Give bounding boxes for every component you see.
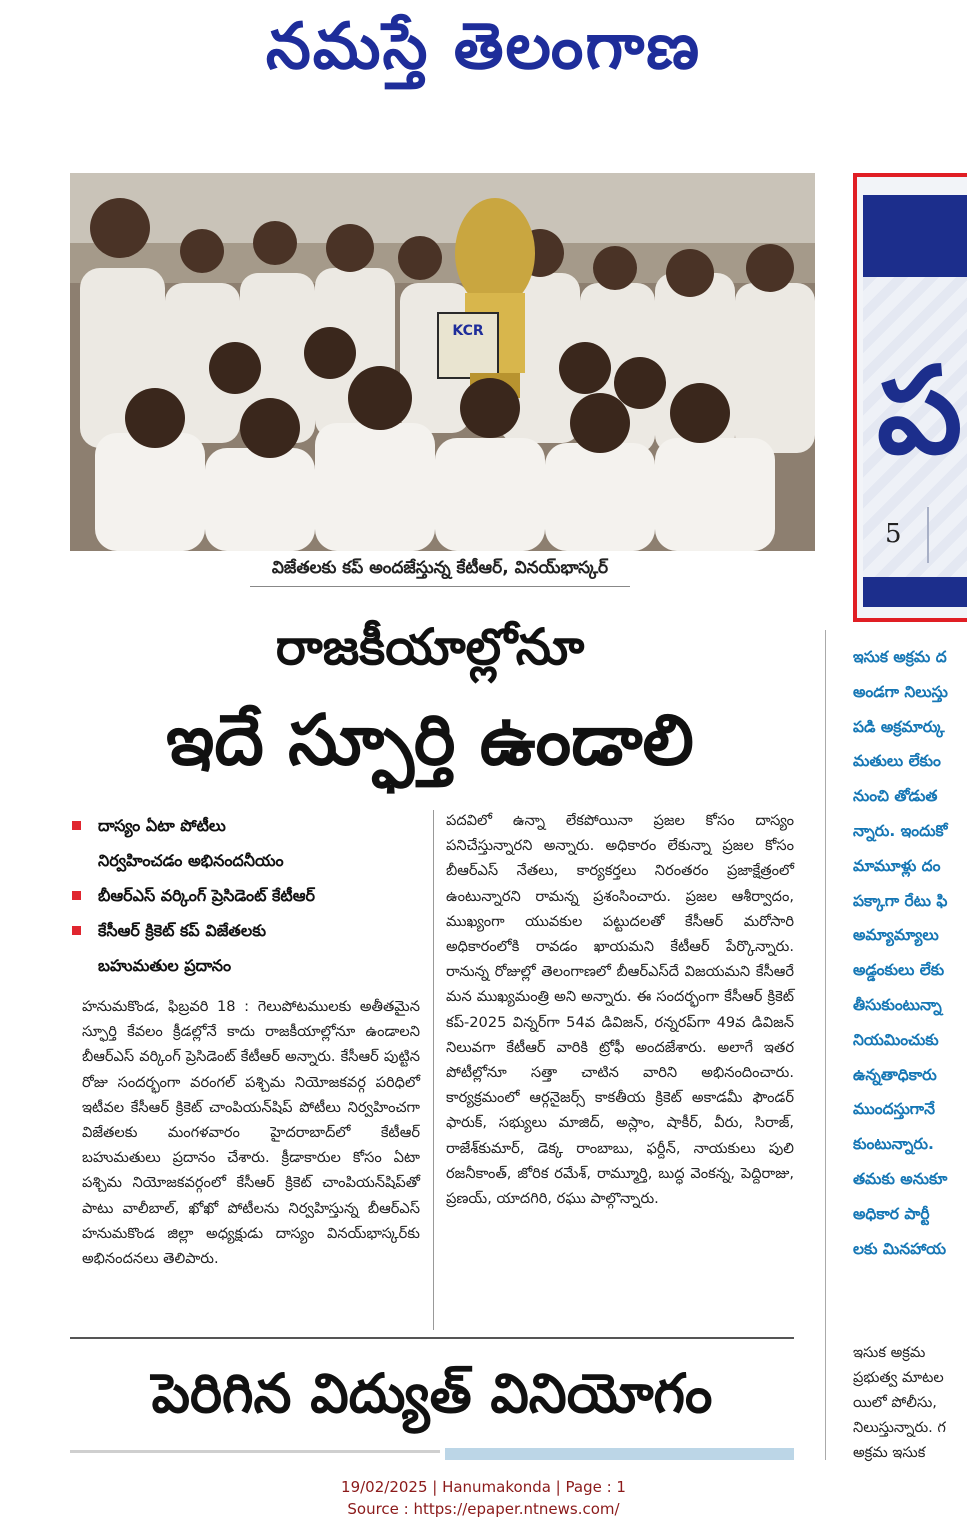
section-divider <box>70 1337 794 1339</box>
shaded-box-top <box>445 1448 794 1460</box>
right-column-story <box>853 640 967 1266</box>
second-headline: పెరిగిన విద్యుత్ వినియోగం <box>151 1362 713 1425</box>
right-column-line: ముందస్తుగానే <box>853 1100 935 1119</box>
right-column-line: యిలో పోలీసు, <box>853 1394 937 1411</box>
bullet-marker <box>72 926 81 935</box>
right-column-story-lower <box>853 1340 967 1465</box>
right-column-line: లకు మినహాయ <box>853 1239 947 1258</box>
right-column-divider <box>825 630 826 1460</box>
highlight-item-continuation <box>70 948 430 983</box>
right-column-line: నియమించుకు <box>853 1030 939 1049</box>
highlight-item-continuation <box>70 843 430 878</box>
ad-number: 5 <box>885 519 902 549</box>
trophy-label: KCR <box>452 323 484 339</box>
column-divider <box>433 810 434 1330</box>
right-column-line: నిలుస్తున్నారు. గ <box>853 1419 946 1436</box>
right-column-line: అడ్డంకులు లేకు <box>853 961 945 980</box>
right-column-line: పడి అక్రమార్కు <box>853 717 945 736</box>
ad-footer-band <box>863 577 967 607</box>
text-strip <box>70 1450 440 1453</box>
article-body-column-2: పదవిలో ఉన్నా లేకపోయినా ప్రజల కోసం దాస్యం పనిచేస్తున్నారని అన్నారు. అధికారం లేకున్నా ప్రజల కోసం బీఆర్ఎస్ నేతలు, కార్యకర్తలు నిరంతరం ప్రజాక్షేత్రంలో ఉంటున్నారని రామన్న ప్రశంసించారు. ప్రజల ఆశీర్వాదం, ముఖ్యంగా యువకుల పట్టుదలతో కేసీఆర్ మరోసారి అధికారంలోకి రావడం ఖాయమని కేటీఆర్ పేర్కొన్నారు. రానున్న రోజుల్లో తెలంగాణలో బీఆర్ఎస్‌దే విజయమని కేసీఆరే మన ముఖ్యమంత్రి అని అన్నారు. ఈ సందర్భంగా కేసీఆర్ క్రికెట్ కప్-2025 విన్నర్‌గా 54వ డివిజన్, రన్నరప్‌గా 49వ డివిజన్ నిలువగా కేటీఆర్ వారికి ట్రోఫీ అందజేశారు. అలాగే ఇతర పోటీల్లోనూ సత్తా చాటిన వారిని అభినందించారు. కార్యక్రమంలో ఆర్గనైజర్స్ కాకతీయ క్రికెట్ అకాడమీ ఫౌండర్ ఫారుక్, సభ్యులు మాజిద్, అస్లాం, షాకీర్, వీరు, సిరాజ్, రాజేశ్‌కుమార్, డెక్క రాంబాబు, ఫర్దీన్, నాయకులు పులి రజనీకాంత్, జోరిక రమేశ్, రామ్మూర్తి, బుద్ధ వెంకన్న, పెద్దిరాజు, ప్రణయ్, యాదగిరి, రఘు పాల్గొన్నారు. <box>446 812 794 1208</box>
right-column-line: తమకు అనుకూ <box>853 1169 948 1188</box>
crowd-photo-illustration <box>70 173 815 551</box>
highlight-text: బహుమతుల ప్రదానం <box>98 956 232 975</box>
headline-line-2: ఇదే స్ఫూర్తి ఉండాలి <box>166 699 694 781</box>
headline-line-1: రాజకీయాల్లోనూ <box>275 618 585 676</box>
right-column-line: ఇసుక అక్రమ ద <box>853 648 947 666</box>
highlight-text: కేసీఆర్ క్రికెట్ కప్ విజేతలకు <box>98 921 267 940</box>
page-footer <box>0 1476 967 1520</box>
highlight-text: దాస్యం ఏటా పోటీలు <box>98 816 226 835</box>
right-column-line: ఉన్నతాధికారు <box>853 1065 937 1084</box>
bullet-marker <box>72 821 81 830</box>
photo-caption: విజేతలకు కప్ అందజేస్తున్న కేటీఆర్, వినయ్‌భాస్కర్ <box>250 558 630 587</box>
newspaper-masthead: నమస్తే తెలంగాణ <box>265 9 702 84</box>
right-column-line: పక్కాగా రేటు ఫి <box>853 891 948 910</box>
right-column-line: మతులు లేకుం <box>853 752 941 771</box>
right-column-line: అమ్యామ్యాలు <box>853 926 939 945</box>
ad-separator <box>927 507 929 563</box>
footer-source: Source : https://epaper.ntnews.com/ <box>347 1500 620 1518</box>
highlight-item <box>70 878 430 913</box>
right-column-line: ఇసుక అక్రమ <box>853 1344 926 1361</box>
bullet-marker <box>72 891 81 900</box>
highlights-list <box>70 808 430 983</box>
right-column-line: ప్రభుత్వ మాటల <box>853 1369 944 1386</box>
ad-big-glyph: ప <box>877 342 963 481</box>
right-column-line: తీసుకుంటున్నా <box>853 995 942 1014</box>
right-column-line: మామూళ్లు దం <box>853 856 941 875</box>
right-column-line: న్నారు. ఇందుకో <box>853 821 948 840</box>
news-photo <box>70 173 815 551</box>
highlight-item <box>70 913 430 948</box>
ad-header-band <box>863 195 967 277</box>
footer-date-edition: 19/02/2025 | Hanumakonda | Page : 1 <box>341 1478 626 1496</box>
highlight-text: బీఆర్ఎస్ వర్కింగ్ ప్రెసిడెంట్ కేటీఆర్ <box>98 886 315 905</box>
article-body-column-1: హనుమకొండ, ఫిబ్రవరి 18 : గెలుపోటములకు అతీతమైన స్ఫూర్తి కేవలం క్రీడల్లోనే కాదు రాజకీయాల్లోనూ ఉండాలని బీఆర్ఎస్ వర్కింగ్ ప్రెసిడెంట్ కేటీఆర్ అన్నారు. కేసీఆర్ పుట్టిన రోజు సందర్భంగా వరంగల్ పశ్చిమ నియోజకవర్గ పరిధిలో ఇటీవల కేసీఆర్ క్రికెట్ చాంపియన్‌షిప్ పోటీలు నిర్వహించగా విజేతలకు మంగళవారం హైదరాబాద్‌లో కేటీఆర్ బహుమతులు ప్రదానం చేశారు. క్రీడాకారుల కోసం ఏటా పశ్చిమ నియోజకవర్గంలో కేసీఆర్ క్రికెట్ చాంపియన్‌షిప్‌తో పాటు వాలీబాల్, ఖోఖో పోటీలను నిర్వహిస్తున్న బీఆర్ఎస్ హనుమకొండ జిల్లా అధ్యక్షుడు దాస్యం వినయ్‌భాస్కర్‌కు అభినందనలు తెలిపారు. <box>82 998 420 1268</box>
highlight-item <box>70 808 430 843</box>
highlight-text: నిర్వహించడం అభినందనీయం <box>98 851 284 870</box>
right-column-line: కుంటున్నారు. <box>853 1135 934 1154</box>
right-column-line: నుంచి తోడుత <box>853 787 938 806</box>
right-column-line: అక్రమ ఇసుక <box>853 1444 926 1461</box>
right-column-line: అధికార పార్టీ <box>853 1204 930 1223</box>
right-column-line: అండగా నిలుస్తు <box>853 682 948 701</box>
advertisement-box <box>853 173 967 622</box>
